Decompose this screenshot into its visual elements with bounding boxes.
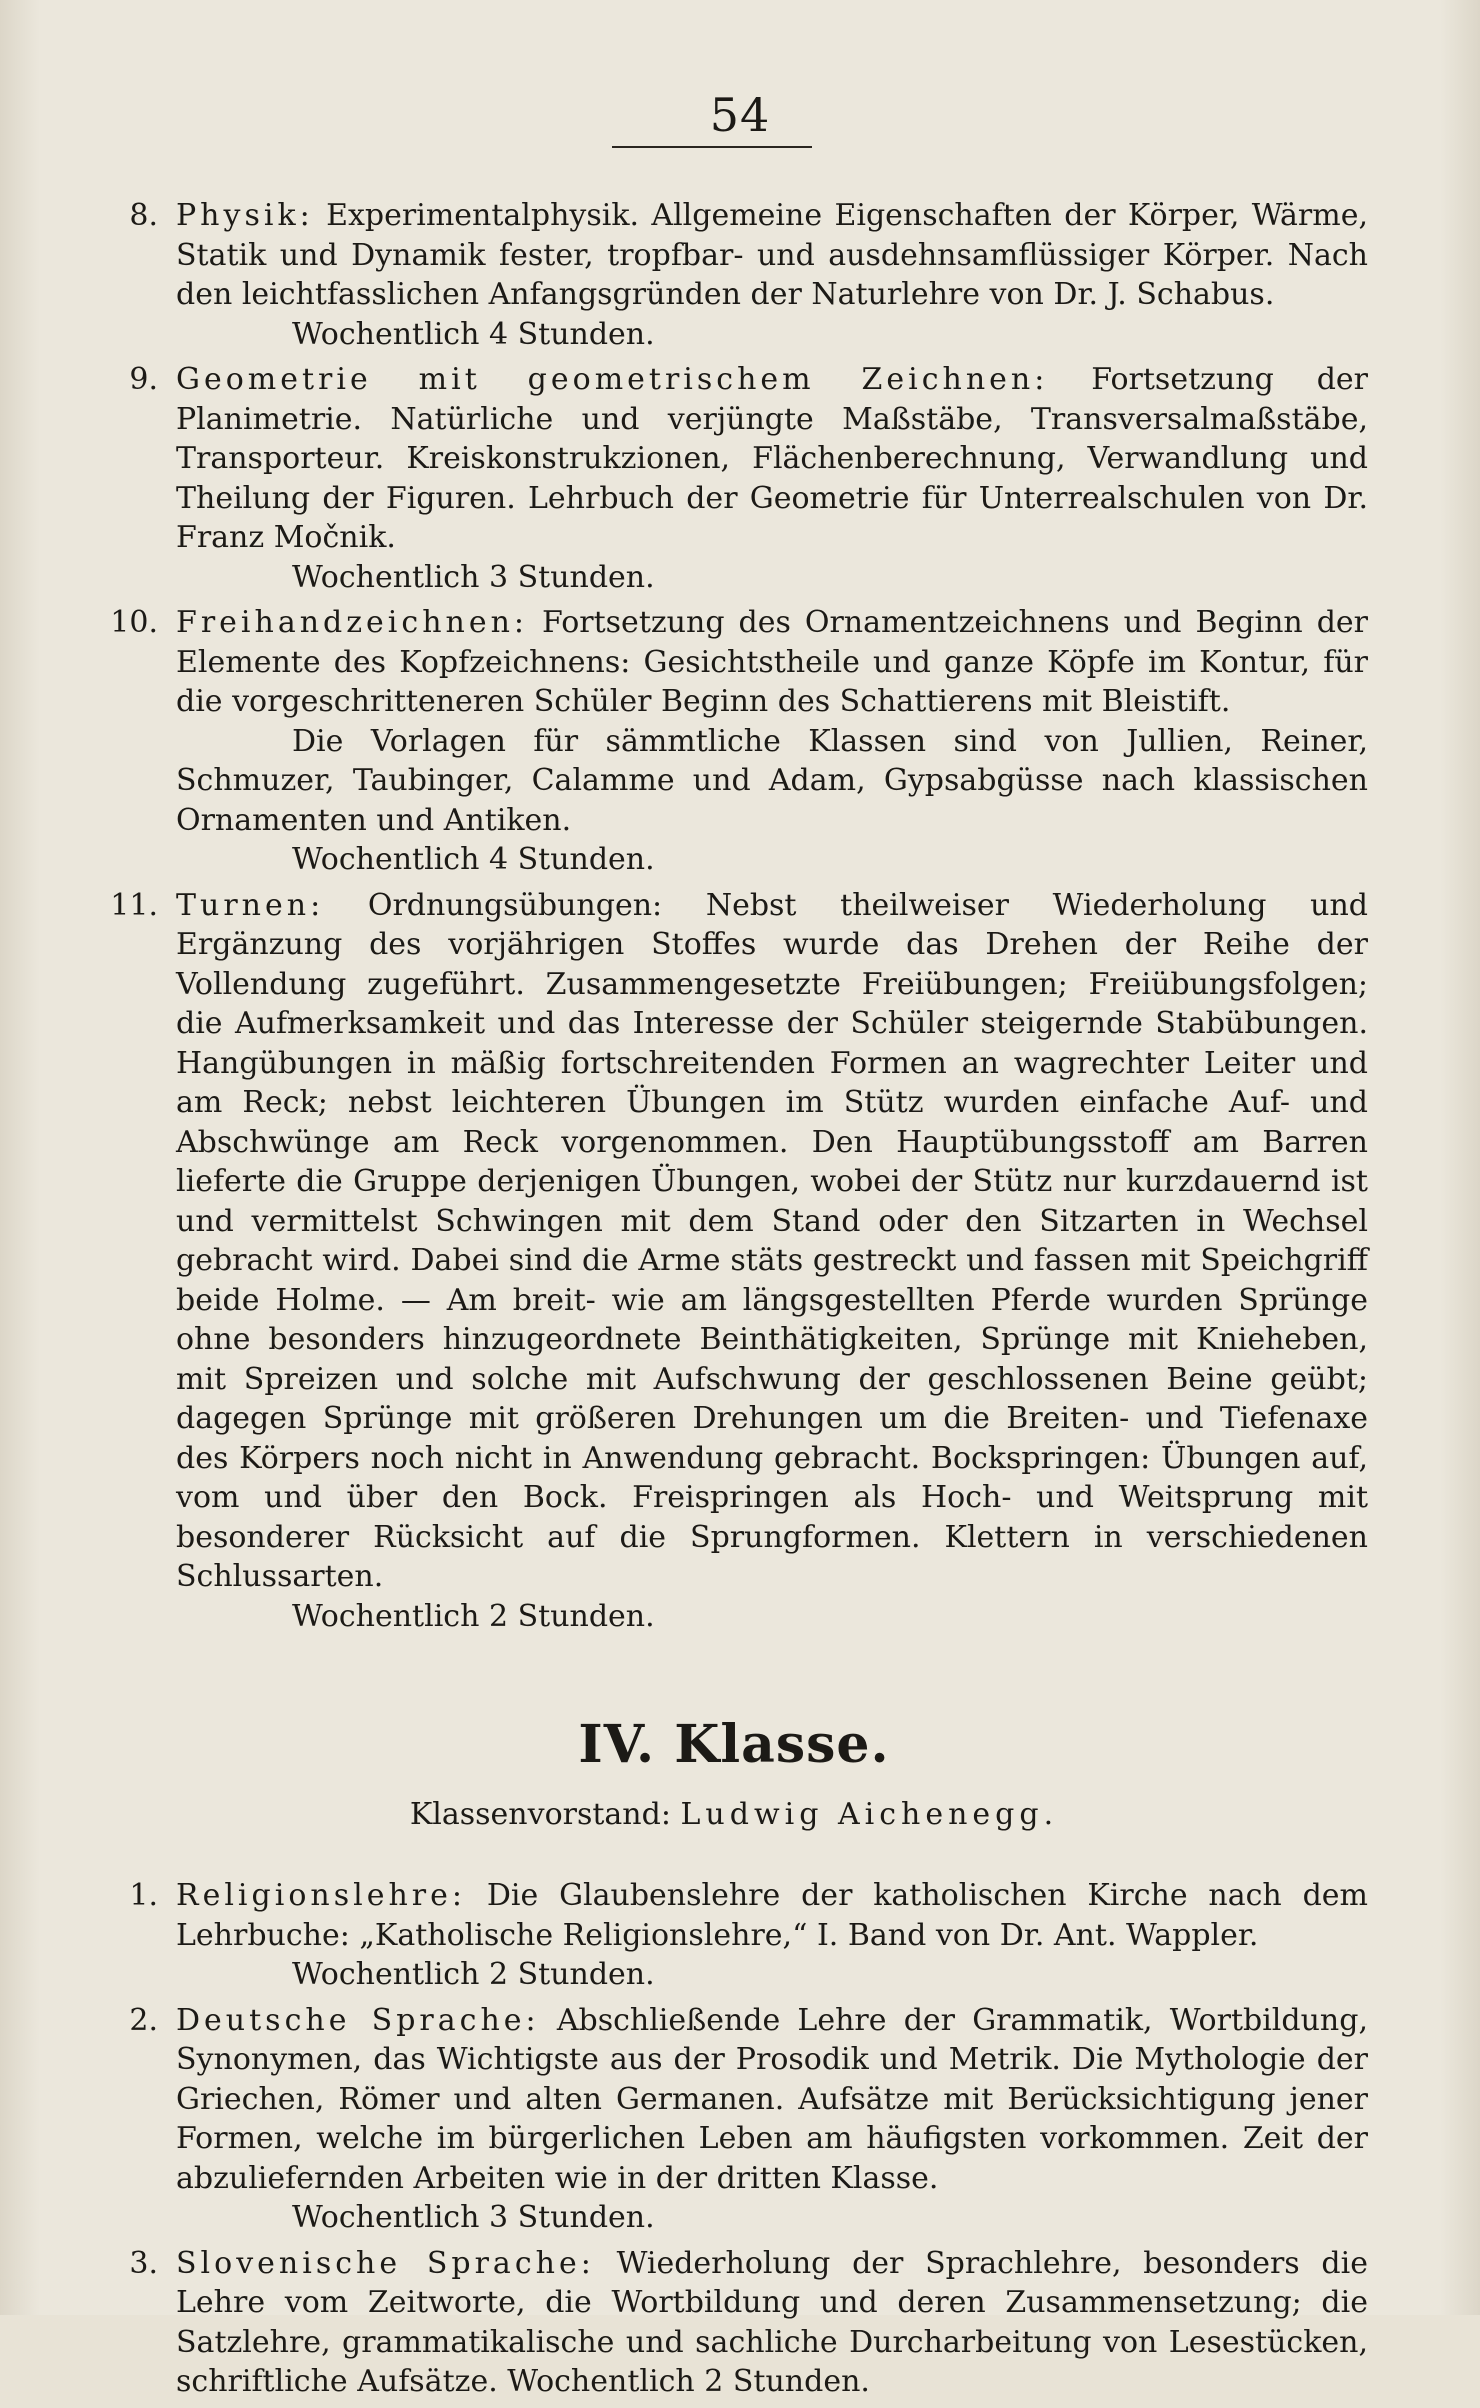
section-text: Die Glaubenslehre der katholischen Kirche nach dem Lehrbuche: „Katholische Religionslehre,“ I. Band von Dr. Ant. Wappler. xyxy=(176,1878,1368,1953)
section-hours: Wochentlich 4 Stunden. xyxy=(292,316,655,352)
section-number: 3. xyxy=(129,2245,158,2281)
section-subject: Turnen: xyxy=(176,887,325,923)
section-text: Ordnungsübungen: Nebst theilweiser Wiederholung und Ergänzung des vorjährigen Stoffes wurde das Drehen der Reihe der Vollendung zugeführt. Zusammengesetzte Freiübungen; Freiübungsfolgen; die Aufmerksamkeit und das Interesse der Schüler steigernde Stabübungen. Hangübungen in mäßig fortschreitenden Formen an wagrechter Leiter und am Reck; nebst leichteren Übungen im Stütz wurden einfache Auf- und Abschwünge am Reck vorgenommen. Den Hauptübungsstoff am Barren lieferte die Gruppe derjenigen Übungen, wobei der Stütz nur kurzdauernd ist und vermittelst Schwingen mit dem Stand oder den Sitzarten in Wechsel gebracht wird. Dabei sind die Arme stäts gestreckt und fassen mit Speichgriff beide Holme. — Am breit- wie am längsgestellten Pferde wurden Sprünge ohne besonders hinzugeordnete Beinthätigkeiten, Sprünge mit Knieheben, mit Spreizen und solche mit Aufschwung der geschlossenen Beine geübt; dagegen Sprünge mit größeren Drehungen um die Breiten- und Tiefenaxe des Körpers noch nicht in Anwendung gebracht. Bockspringen: Übungen auf, vom und über den Bock. Freispringen als Hoch- und Weitsprung mit besonderer Rücksicht auf die Sprungformen. Klettern in verschiedenen Schlussarten. xyxy=(176,887,1368,1594)
page-number-rule xyxy=(612,146,812,148)
section-geometrie xyxy=(100,360,1368,597)
section-subject: Religionslehre: xyxy=(176,1878,466,1913)
section-number: 10. xyxy=(110,605,158,640)
section-body xyxy=(176,360,1368,597)
class-head-label: Klassenvorstand: xyxy=(409,1797,671,1832)
section-subject: Freihandzeichnen: xyxy=(176,605,529,640)
section-deutsche-sprache xyxy=(100,2001,1368,2238)
section-subject: Geometrie mit geometrischem Zeichnen: xyxy=(176,362,1049,397)
section-body xyxy=(176,1876,1368,1995)
class-head-name: Ludwig Aichenegg. xyxy=(680,1797,1059,1832)
section-turnen xyxy=(100,886,1368,1637)
section-number: 11. xyxy=(110,887,158,923)
section-physik xyxy=(100,196,1368,354)
section-body xyxy=(176,196,1368,354)
section-subject: Deutsche Sprache: xyxy=(176,2002,540,2038)
section-body xyxy=(176,2001,1368,2238)
section-hours: Wochentlich 3 Stunden. xyxy=(292,2200,655,2235)
section-hours: Wochentlich 2 Stunden. xyxy=(292,1957,655,1992)
section-number: 8. xyxy=(129,198,158,233)
section-extra-text: Die Vorlagen für sämmtliche Klassen sind von Jullien, Reiner, Schmuzer, Taubinger, Calamme und Adam, Gypsabgüsse nach klassischen Ornamenten und Antiken. xyxy=(176,723,1368,838)
class-heading: IV. Klasse. xyxy=(578,1714,890,1775)
class-head-line xyxy=(100,1797,1368,1832)
section-subject: Physik: xyxy=(176,198,314,233)
section-hours: Wochentlich 2 Stunden. xyxy=(292,1598,655,1634)
section-body xyxy=(176,886,1368,1637)
section-text: Wiederholung der Sprachlehre, besonders die Lehre vom Zeitworte, die Wortbildung und deren Zusammensetzung; die Satzlehre, grammatikalische und sachliche Durcharbeitung von Lesestücken, schriftliche Aufsätze. Wochentlich 2 Stunden. xyxy=(176,2245,1368,2399)
section-number: 9. xyxy=(129,362,158,397)
section-body xyxy=(176,603,1368,880)
section-religionslehre xyxy=(100,1876,1368,1995)
section-body xyxy=(176,2244,1368,2402)
page-content xyxy=(100,196,1368,2408)
page-number: 54 xyxy=(709,88,771,142)
section-slovenische-sprache xyxy=(100,2244,1368,2402)
section-text: Fortsetzung der Planimetrie. Natürliche und verjüngte Maßstäbe, Transversalmaßstäbe, Transporteur. Kreiskonstrukzionen, Flächenberechnung, Verwandlung und Theilung der Figuren. Lehrbuch der Geometrie für Unterrealschulen von Dr. Franz Močnik. xyxy=(176,362,1369,555)
section-number: 1. xyxy=(129,1878,158,1913)
section-number: 2. xyxy=(129,2002,158,2038)
section-text: Fortsetzung des Ornamentzeichnens und Beginn der Elemente des Kopfzeichnens: Gesichtstheile und ganze Köpfe im Kontur, für die vorgeschritteneren Schüler Beginn des Schattierens mit Bleistift. xyxy=(176,605,1368,719)
section-subject: Slovenische Sprache: xyxy=(176,2245,595,2281)
section-text: Experimentalphysik. Allgemeine Eigenschaften der Körper, Wärme, Statik und Dynamik fester, tropfbar- und ausdehnsamflüssiger Körper. Nach den leichtfasslichen Anfangsgründen der Naturlehre von Dr. J. Schabus. xyxy=(176,198,1369,312)
section-hours: Wochentlich 4 Stunden. xyxy=(292,842,655,877)
section-hours: Wochentlich 3 Stunden. xyxy=(292,559,655,595)
section-freihandzeichnen xyxy=(100,603,1368,880)
section-text: Abschließende Lehre der Grammatik, Wortbildung, Synonymen, das Wichtigste aus der Prosodik und Metrik. Die Mythologie der Griechen, Römer und alten Germanen. Aufsätze mit Berücksichtigung jener Formen, welche im bürgerlichen Leben am häufigsten vorkommen. Zeit der abzuliefernden Arbeiten wie in der dritten Klasse. xyxy=(176,2002,1368,2196)
